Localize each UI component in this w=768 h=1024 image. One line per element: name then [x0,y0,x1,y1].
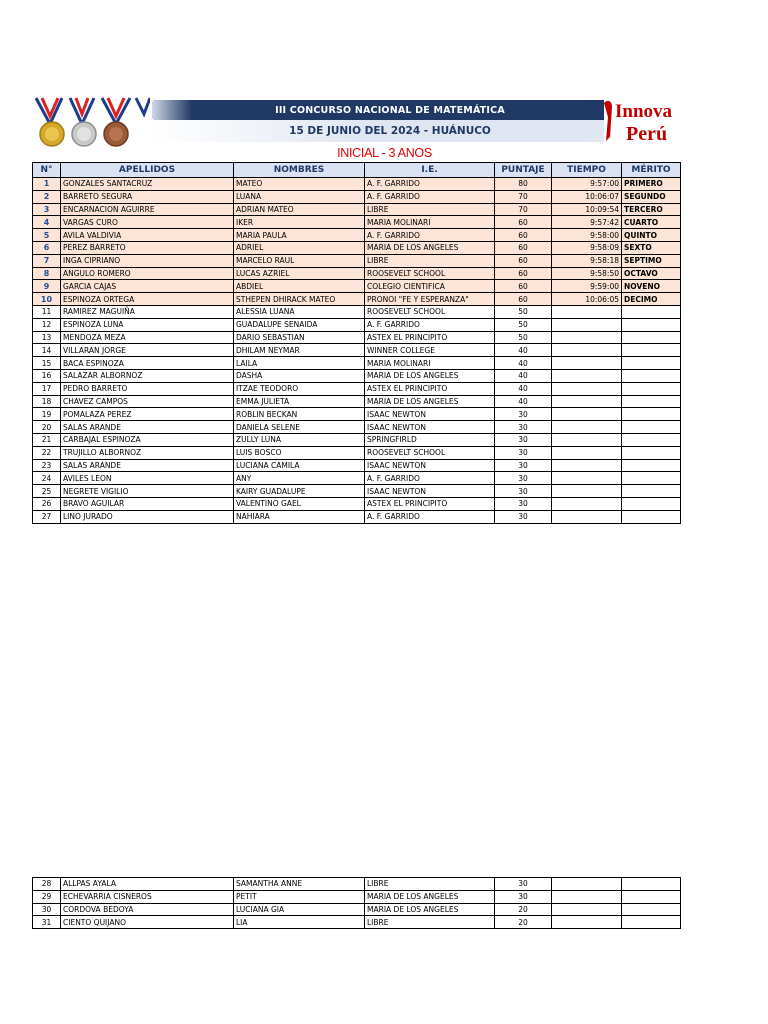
row-tiempo: 10:06:05 [552,293,622,306]
row-puntaje: 80 [495,178,552,191]
row-tiempo: 9:57:00 [552,178,622,191]
row-number: 26 [33,497,61,510]
row-nombres: LUCIANA GIA [234,903,365,916]
row-tiempo [552,459,622,472]
row-ie: LIBRE [365,203,495,216]
row-number: 8 [33,267,61,280]
row-nombres: ADRIEL [234,241,365,254]
contest-date-bar [152,120,628,142]
table-row [33,485,681,498]
row-puntaje: 30 [495,433,552,446]
table-row [33,433,681,446]
row-tiempo: 9:58:09 [552,241,622,254]
table-row [33,890,681,903]
row-puntaje: 30 [495,890,552,903]
row-apellidos: ANGULO ROMERO [61,267,234,280]
row-number: 15 [33,357,61,370]
row-nombres: LUANA [234,190,365,203]
row-ie: ASTEX EL PRINCIPITO [365,331,495,344]
row-ie: COLEGIO CIENTIFICA [365,280,495,293]
row-merito: SEPTIMO [622,254,681,267]
row-nombres: DHILAM NEYMAR [234,344,365,357]
row-tiempo [552,331,622,344]
row-ie: A. F. GARRIDO [365,190,495,203]
row-number: 29 [33,890,61,903]
row-puntaje: 40 [495,369,552,382]
row-puntaje: 30 [495,408,552,421]
row-apellidos: NEGRETE VIGILIO [61,485,234,498]
row-ie: ISAAC NEWTON [365,421,495,434]
row-ie: ISAAC NEWTON [365,485,495,498]
row-apellidos: TRUJILLO ALBORNOZ [61,446,234,459]
row-apellidos: VILLARAN JORGE [61,344,234,357]
table-row [33,241,681,254]
row-puntaje: 30 [495,459,552,472]
row-tiempo [552,433,622,446]
table-row [33,916,681,929]
row-merito [622,890,681,903]
row-nombres: GUADALUPE SENAIDA [234,318,365,331]
row-ie: PRONOI "FE Y ESPERANZA" [365,293,495,306]
row-apellidos: INGA CIPRIANO [61,254,234,267]
row-ie: A. F. GARRIDO [365,229,495,242]
row-tiempo [552,903,622,916]
category-label: INICIAL - 3 ANOS [337,146,432,160]
row-apellidos: CORDOVA BEDOYA [61,903,234,916]
row-number: 20 [33,421,61,434]
row-puntaje: 50 [495,305,552,318]
row-number: 21 [33,433,61,446]
table-row [33,878,681,891]
row-nombres: PETIT [234,890,365,903]
row-puntaje: 30 [495,510,552,523]
row-ie: A. F. GARRIDO [365,472,495,485]
row-puntaje: 60 [495,293,552,306]
row-apellidos: SALAS ARANDE [61,459,234,472]
row-merito [622,878,681,891]
row-merito [622,459,681,472]
row-ie: A. F. GARRIDO [365,318,495,331]
table-row [33,305,681,318]
row-apellidos: CARBAJAL ESPINOZA [61,433,234,446]
row-puntaje: 50 [495,318,552,331]
row-merito [622,357,681,370]
row-nombres: ABDIEL [234,280,365,293]
row-nombres: NAHIARA [234,510,365,523]
row-nombres: LIA [234,916,365,929]
row-apellidos: GONZALES SANTACRUZ [61,178,234,191]
row-tiempo: 9:57:42 [552,216,622,229]
table-row [33,280,681,293]
row-ie: MARIA DE LOS ANGELES [365,241,495,254]
row-number: 12 [33,318,61,331]
row-nombres: SAMANTHA ANNE [234,878,365,891]
row-number: 9 [33,280,61,293]
row-merito: SEXTO [622,241,681,254]
row-nombres: LUCIANA CAMILA [234,459,365,472]
col-header-tiempo: TIEMPO [552,163,622,178]
table-row [33,344,681,357]
row-nombres: ROBLIN BECKAN [234,408,365,421]
row-puntaje: 70 [495,190,552,203]
row-number: 6 [33,241,61,254]
table-header-row [33,163,681,178]
row-number: 25 [33,485,61,498]
row-puntaje: 20 [495,916,552,929]
table-row [33,395,681,408]
table-row [33,382,681,395]
table-row [33,254,681,267]
row-merito [622,331,681,344]
row-merito [622,497,681,510]
row-merito: QUINTO [622,229,681,242]
results-table-continued [32,877,681,929]
table-row [33,216,681,229]
row-ie: ISAAC NEWTON [365,408,495,421]
row-number: 7 [33,254,61,267]
table-row [33,510,681,523]
row-puntaje: 30 [495,421,552,434]
row-apellidos: BACA ESPINOZA [61,357,234,370]
title-shade [152,100,192,120]
table-row [33,357,681,370]
row-number: 14 [33,344,61,357]
row-ie: MARIA MOLINARI [365,216,495,229]
row-apellidos: SALAS ARANDE [61,421,234,434]
row-apellidos: PEDRO BARRETO [61,382,234,395]
results-body-continued [33,878,681,929]
row-ie: ASTEX EL PRINCIPITO [365,497,495,510]
row-ie: LIBRE [365,916,495,929]
row-number: 13 [33,331,61,344]
table-row [33,190,681,203]
row-ie: MARIA DE LOS ANGELES [365,395,495,408]
row-number: 17 [33,382,61,395]
table-row [33,318,681,331]
row-tiempo [552,472,622,485]
row-nombres: MARIA PAULA [234,229,365,242]
row-ie: MARIA MOLINARI [365,357,495,370]
row-merito: OCTAVO [622,267,681,280]
row-tiempo: 10:06:07 [552,190,622,203]
row-tiempo: 9:58:00 [552,229,622,242]
row-tiempo: 10:09:54 [552,203,622,216]
row-merito: NOVENO [622,280,681,293]
row-nombres: ITZAE TEODORO [234,382,365,395]
row-tiempo [552,916,622,929]
results-table [32,162,681,524]
row-merito: DECIMO [622,293,681,306]
row-number: 18 [33,395,61,408]
row-ie: MARIA DE LOS ANGELES [365,903,495,916]
logo-line2: Perú [626,123,668,145]
row-puntaje: 30 [495,497,552,510]
row-number: 3 [33,203,61,216]
table-row [33,331,681,344]
row-nombres: LUCAS AZRIEL [234,267,365,280]
row-apellidos: MENDOZA MEZA [61,331,234,344]
row-puntaje: 40 [495,382,552,395]
row-tiempo [552,485,622,498]
row-puntaje: 20 [495,903,552,916]
row-nombres: DASHA [234,369,365,382]
row-nombres: ZULLY LUNA [234,433,365,446]
row-tiempo: 9:58:18 [552,254,622,267]
row-ie: A. F. GARRIDO [365,178,495,191]
row-ie: ISAAC NEWTON [365,459,495,472]
medals-icon [32,94,150,150]
table-row [33,408,681,421]
row-tiempo [552,878,622,891]
row-puntaje: 60 [495,229,552,242]
row-ie: SPRINGFIRLD [365,433,495,446]
row-puntaje: 40 [495,344,552,357]
row-ie: ROOSEVELT SCHOOL [365,267,495,280]
row-apellidos: ALLPAS AYALA [61,878,234,891]
table-row [33,421,681,434]
row-number: 23 [33,459,61,472]
row-ie: LIBRE [365,254,495,267]
row-apellidos: RAMIREZ MAGUIÑA [61,305,234,318]
row-ie: WINNER COLLEGE [365,344,495,357]
row-merito [622,433,681,446]
row-number: 16 [33,369,61,382]
row-merito [622,318,681,331]
row-merito [622,472,681,485]
row-number: 30 [33,903,61,916]
contest-header [32,94,680,162]
row-merito [622,446,681,459]
row-merito [622,369,681,382]
table-row [33,203,681,216]
row-tiempo [552,408,622,421]
row-apellidos: POMALAZA PEREZ [61,408,234,421]
innova-peru-logo [598,97,680,145]
row-number: 31 [33,916,61,929]
row-tiempo [552,382,622,395]
row-tiempo [552,890,622,903]
row-number: 24 [33,472,61,485]
row-merito [622,344,681,357]
row-tiempo [552,369,622,382]
row-number: 10 [33,293,61,306]
row-nombres: STHEPEN DHIRACK MATEO [234,293,365,306]
row-merito [622,903,681,916]
row-number: 2 [33,190,61,203]
row-number: 28 [33,878,61,891]
row-merito [622,305,681,318]
row-nombres: EMMA JULIETA [234,395,365,408]
table-row [33,446,681,459]
row-merito [622,421,681,434]
row-ie: ROOSEVELT SCHOOL [365,305,495,318]
row-puntaje: 60 [495,241,552,254]
row-number: 19 [33,408,61,421]
col-header-apellidos: APELLIDOS [61,163,234,178]
row-ie: A. F. GARRIDO [365,510,495,523]
row-tiempo [552,318,622,331]
row-apellidos: GARCIA CAJAS [61,280,234,293]
logo-line1: Innova [615,101,673,122]
row-number: 22 [33,446,61,459]
row-apellidos: CIENTO QUIJANO [61,916,234,929]
table-row [33,472,681,485]
row-merito [622,510,681,523]
row-ie: LIBRE [365,878,495,891]
row-merito [622,382,681,395]
row-puntaje: 50 [495,331,552,344]
results-body [33,178,681,524]
row-apellidos: BARRETO SEGURA [61,190,234,203]
row-apellidos: ESPINOZA ORTEGA [61,293,234,306]
row-merito: TERCERO [622,203,681,216]
row-nombres: KAIRY GUADALUPE [234,485,365,498]
col-header-puntaje: PUNTAJE [495,163,552,178]
row-apellidos: BRAVO AGUILAR [61,497,234,510]
row-number: 1 [33,178,61,191]
table-row [33,459,681,472]
table-row [33,903,681,916]
row-nombres: LAILA [234,357,365,370]
row-puntaje: 30 [495,878,552,891]
row-apellidos: ENCARNACION AGUIRRE [61,203,234,216]
row-puntaje: 30 [495,472,552,485]
row-puntaje: 40 [495,357,552,370]
col-header-merito: MÉRITO [622,163,681,178]
row-ie: MARIA DE LOS ANGELES [365,369,495,382]
row-tiempo [552,510,622,523]
results-sheet [32,94,680,524]
table-row [33,178,681,191]
row-merito [622,485,681,498]
row-nombres: ADRIAN MATEO [234,203,365,216]
table-row [33,267,681,280]
row-apellidos: ECHEVARRIA CISNEROS [61,890,234,903]
row-nombres: MARCELO RAUL [234,254,365,267]
row-puntaje: 30 [495,446,552,459]
row-tiempo [552,395,622,408]
row-tiempo [552,344,622,357]
row-tiempo: 9:59:00 [552,280,622,293]
row-puntaje: 60 [495,280,552,293]
row-number: 5 [33,229,61,242]
row-puntaje: 60 [495,254,552,267]
row-merito: CUARTO [622,216,681,229]
row-puntaje: 60 [495,216,552,229]
row-apellidos: CHAVEZ CAMPOS [61,395,234,408]
row-merito [622,408,681,421]
row-tiempo [552,497,622,510]
row-apellidos: VARGAS CURO [61,216,234,229]
col-header-ie: I.E. [365,163,495,178]
table-row [33,293,681,306]
row-nombres: DARIO SEBASTIAN [234,331,365,344]
row-nombres: DANIELA SELENE [234,421,365,434]
row-nombres: LUIS BOSCO [234,446,365,459]
row-apellidos: PEREZ BARRETO [61,241,234,254]
row-apellidos: ESPINOZA LUNA [61,318,234,331]
row-tiempo [552,421,622,434]
row-puntaje: 40 [495,395,552,408]
row-nombres: MATEO [234,178,365,191]
row-number: 4 [33,216,61,229]
row-ie: MARIA DE LOS ANGELES [365,890,495,903]
row-apellidos: AVILES LEON [61,472,234,485]
table-row [33,229,681,242]
row-puntaje: 60 [495,267,552,280]
col-header-number: N° [33,163,61,178]
contest-date: 15 DE JUNIO DEL 2024 - HUÁNUCO [289,125,491,137]
contest-title: III CONCURSO NACIONAL DE MATEMÁTICA [275,104,505,116]
row-nombres: VALENTINO GAEL [234,497,365,510]
row-merito [622,916,681,929]
row-ie: ROOSEVELT SCHOOL [365,446,495,459]
row-tiempo [552,357,622,370]
col-header-nombres: NOMBRES [234,163,365,178]
table-row [33,497,681,510]
row-tiempo: 9:58:50 [552,267,622,280]
row-merito [622,395,681,408]
row-number: 27 [33,510,61,523]
row-apellidos: SALAZAR ALBORNOZ [61,369,234,382]
row-puntaje: 70 [495,203,552,216]
row-apellidos: AVILA VALDIVIA [61,229,234,242]
row-tiempo [552,446,622,459]
contest-title-bar [152,100,628,120]
row-nombres: ANY [234,472,365,485]
table-row [33,369,681,382]
row-merito: SEGUNDO [622,190,681,203]
row-tiempo [552,305,622,318]
row-ie: ASTEX EL PRINCIPITO [365,382,495,395]
row-nombres: ALESSIA LUANA [234,305,365,318]
row-apellidos: LINO JURADO [61,510,234,523]
row-puntaje: 30 [495,485,552,498]
row-merito: PRIMERO [622,178,681,191]
row-nombres: IKER [234,216,365,229]
row-number: 11 [33,305,61,318]
